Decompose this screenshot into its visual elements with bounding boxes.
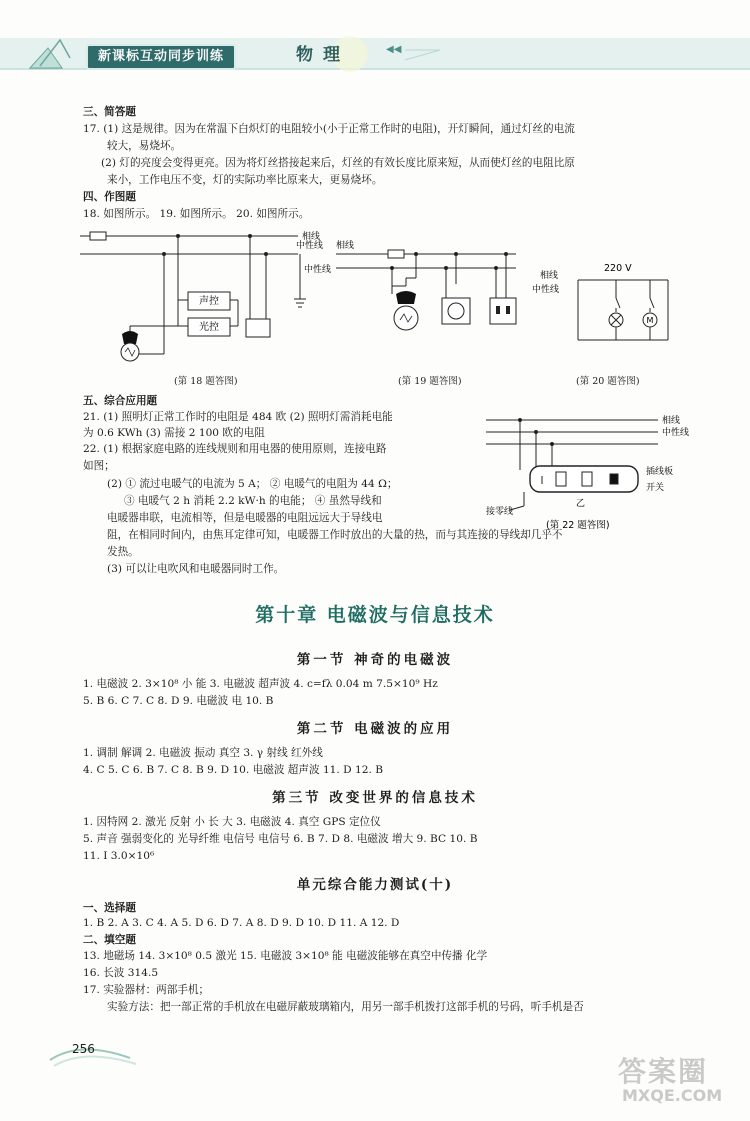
figure-22-circuit	[486, 410, 698, 532]
fig20-caption: (第 20 题答图)	[576, 376, 640, 387]
section1-line2: 5. B 6. C 7. C 8. D 9. 电磁波 电 10. B	[83, 695, 274, 707]
unit-test-choice-heading: 一、选择题	[83, 902, 136, 914]
header-arrows: ◀◀	[386, 44, 402, 55]
q22-line3: (2) ① 流过电暖气的电流为 5 A； ② 电暖气的电阻为 44 Ω；	[107, 478, 398, 490]
unit-test-fill-heading: 二、填空题	[83, 934, 136, 946]
q17-1-line2: 较大，易烧坏。	[107, 140, 182, 152]
q22-line8: (3) 可以让电吹风和电暖器同时工作。	[107, 563, 285, 575]
section3-title: 第三节 改变世界的信息技术	[272, 790, 478, 806]
section3b-line2: 5. 声音 强弱变化的 光导纤维 电信号 电信号 6. B 7. D 8. 电磁波 增大 9. BC 10. B	[83, 833, 478, 845]
fig22-ground-label: 接零线	[486, 507, 514, 517]
section2-title: 第二节 电磁波的应用	[296, 721, 454, 737]
watermark-logo: 答案圈	[618, 1055, 709, 1088]
chapter-title: 第十章 电磁波与信息技术	[255, 604, 495, 626]
fig18-neutral-label: 中性线	[296, 241, 324, 251]
section5-heading: 五、综合应用题	[83, 395, 158, 407]
fig22-caption: (第 22 题答图)	[546, 520, 610, 531]
fig19-neutral-label: 中性线	[304, 265, 332, 275]
section3b-line3: 11. I 3.0×10⁶	[83, 850, 155, 862]
figure-20-circuit	[530, 258, 680, 370]
q21-line2: 为 0.6 KWh (3) 需接 2 100 欧的电阻	[83, 427, 265, 439]
page-corner-decoration	[40, 1030, 150, 1070]
figure-18-circuit	[80, 224, 320, 370]
fig19-live-label: 相线	[336, 241, 355, 251]
fig18-light-label: 光控	[199, 322, 219, 333]
section2-line2: 4. C 5. C 6. B 7. C 8. B 9. D 10. 电磁波 超声波 11. D 12. B	[83, 764, 384, 776]
fig22-socket-label: 插线板	[646, 467, 674, 477]
fig20-neutral-label: 中性线	[532, 285, 560, 295]
unit-test-choices: 1. B 2. A 3. C 4. A 5. D 6. D 7. A 8. D 9. D 10. D 11. A 12. D	[83, 917, 400, 929]
fig18-sound-label: 声控	[199, 296, 219, 307]
fig22-switch-label: 开关	[646, 483, 665, 493]
fig18-caption: (第 18 题答图)	[174, 376, 238, 387]
q21-line1: 21. (1) 照明灯正常工作时的电阻是 484 欧 (2) 照明灯需消耗电能	[83, 411, 393, 423]
fig20-voltage: 220 V	[604, 263, 632, 274]
q22-line6: 阻，在相同时间内，由焦耳定律可知，电暖器工作时放出的大量的热，而与其连接的导线却几乎不	[107, 529, 563, 541]
fig20-motor-label: M	[646, 316, 654, 325]
watermark-url: MXQE.COM	[622, 1086, 723, 1105]
q17-2-line1: (2) 灯的亮度会变得更亮。因为将灯丝搭接起来后，灯丝的有效长度比原来短，从而使灯丝的电阻比原	[101, 157, 575, 169]
section1-title: 第一节 神奇的电磁波	[296, 652, 454, 668]
unit-test-fill-line2: 16. 长波 314.5	[83, 967, 159, 979]
fig22-neutral-label: 中性线	[662, 428, 690, 438]
section4-answers: 18. 如图所示。 19. 如图所示。 20. 如图所示。	[83, 208, 310, 220]
unit-test-q17-line1: 17. 实验器材：两部手机；	[83, 984, 210, 996]
figure-19-circuit	[296, 240, 536, 370]
q22-line2: 如图；	[83, 460, 115, 472]
fig22-live-label: 相线	[662, 416, 681, 426]
unit-test-q17-line2: 实验方法：把一部正常的手机放在电磁屏蔽玻璃箱内，用另一部手机拨打这部手机的号码，听手机是否	[107, 1001, 584, 1013]
section3b-line1: 1. 因特网 2. 激光 反射 小 长 大 3. 电磁波 4. 真空 GPS 定位仪	[83, 816, 381, 828]
q17-1-line1: 17. (1) 这是规律。因为在常温下白炽灯的电阻较小(小于正常工作时的电阻)，开灯瞬间，通过灯丝的电流	[83, 123, 575, 135]
q22-line5: 电暖器串联，电流相等，但是电暖器的电阻远远大于导线电	[107, 512, 383, 524]
page-number: 256	[72, 1042, 95, 1056]
section4-heading: 四、作图题	[83, 191, 136, 203]
unit-test-title: 单元综合能力测试(十)	[296, 877, 454, 893]
section1-line1: 1. 电磁波 2. 3×10⁸ 小 能 3. 电磁波 超声波 4. c=fλ 0.04 m 7.5×10⁹ Hz	[83, 678, 438, 690]
series-title: 新课标互动同步训练	[86, 44, 236, 70]
q22-line4: ③ 电暖气 2 h 消耗 2.2 kW·h 的电能； ④ 虽然导线和	[124, 495, 382, 507]
fig20-live-label: 相线	[540, 271, 559, 281]
q17-2-line2: 来小，工作电压不变，灯的实际功率比原来大，更易烧坏。	[107, 174, 383, 186]
subject-title: 物理	[296, 45, 350, 65]
unit-test-fill-line1: 13. 地磁场 14. 3×10⁸ 0.5 激光 15. 电磁波 3×10⁸ 能 电磁波能够在真空中传播 化学	[83, 950, 488, 962]
q22-line1: 22. (1) 根据家庭电路的连线规则和用电器的使用原则，连接电路	[83, 443, 387, 455]
section2-line1: 1. 调制 解调 2. 电磁波 振动 真空 3. γ 射线 红外线	[83, 747, 323, 759]
fig22-yi-label: 乙	[576, 499, 586, 509]
fig18-live-label: 相线	[302, 232, 320, 242]
section3-heading: 三、简答题	[83, 106, 136, 118]
q22-line7: 发热。	[107, 546, 139, 558]
fig19-caption: (第 19 题答图)	[398, 376, 462, 387]
